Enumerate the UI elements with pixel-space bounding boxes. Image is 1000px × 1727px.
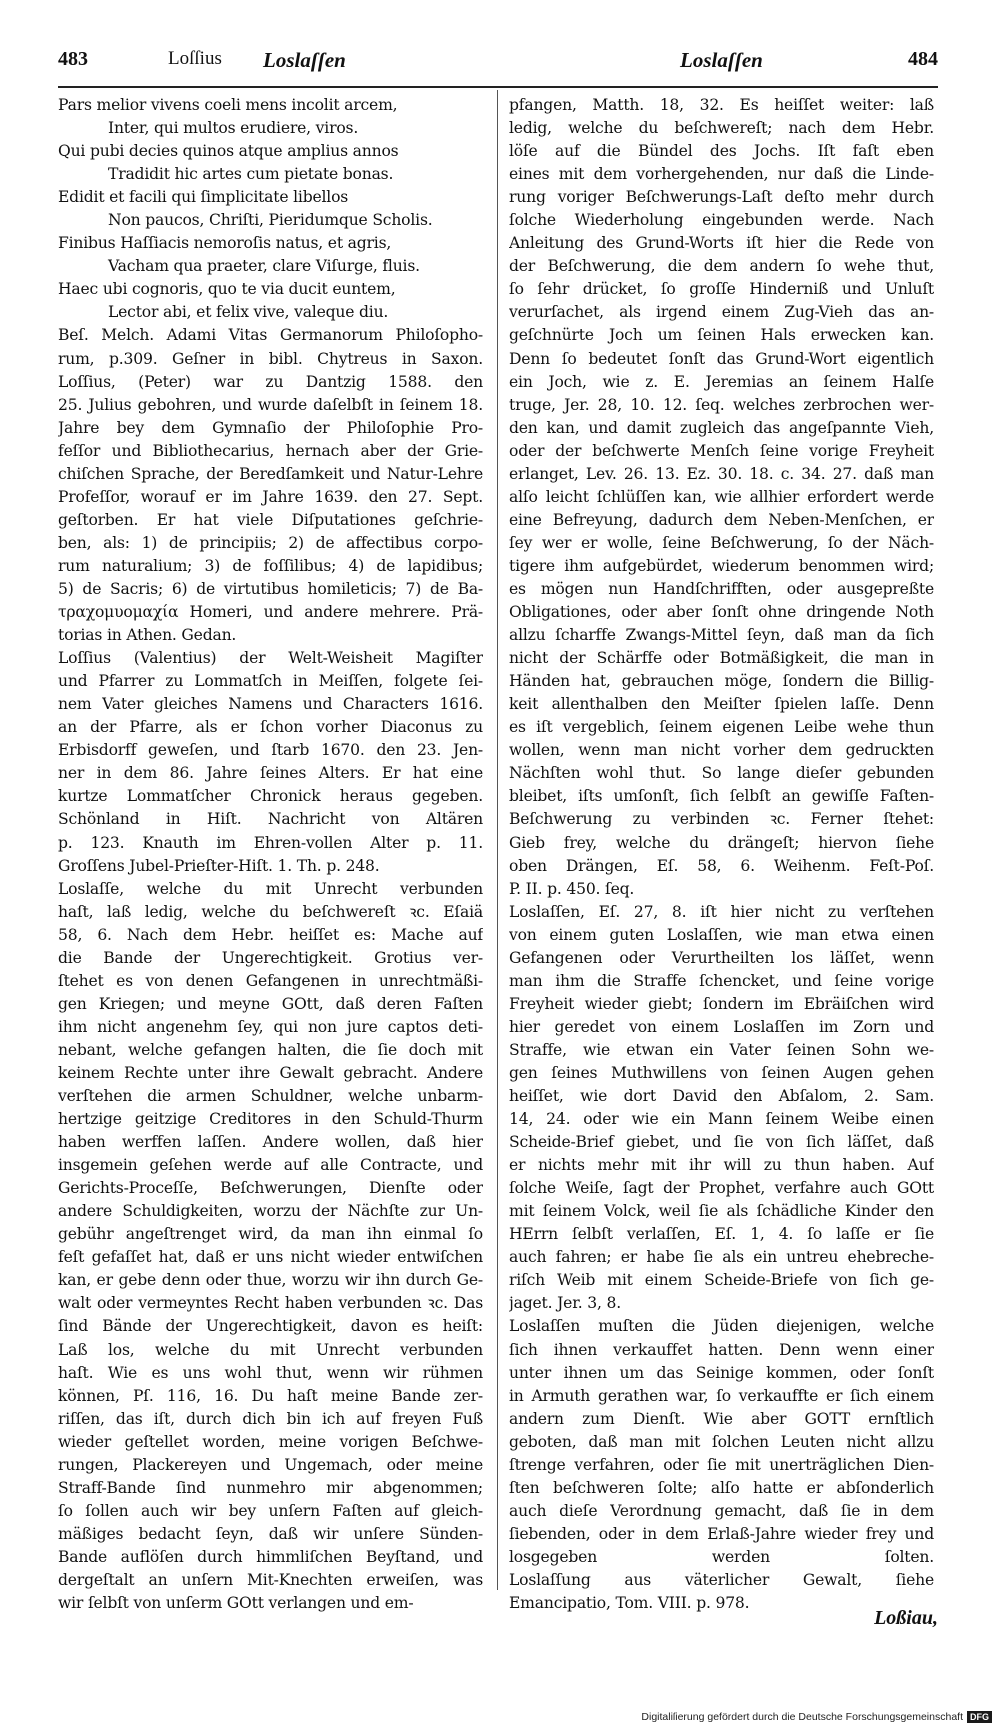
- text-line: τραχομυομαχία Homeri, und andere mehrere. Prä-: [58, 603, 483, 622]
- left-page-number: 483: [58, 48, 88, 70]
- right-page-number: 484: [908, 48, 938, 70]
- text-line: Non paucos, Chriſti, Pieridumque Scholis.: [108, 211, 433, 230]
- text-line: ſey wer er wolle, ſeine Beſchwerung, ſo der Näch-: [509, 533, 934, 552]
- text-line: die Bande der Ungerechtigkeit. Grotius ver-: [58, 948, 483, 967]
- text-line: 58, 6. Nach dem Hebr. heiſſet es: Mache auf: [58, 925, 483, 944]
- text-line: Loſſius, (Peter) war zu Dantzig 1588. den: [58, 372, 483, 391]
- text-line: Qui pubi decies quinos atque amplius annos: [58, 142, 399, 161]
- text-line: ſtehet es von denen Gefangenen in unrechtmäßi-: [58, 971, 483, 990]
- text-line: bleibet, iſts umſonſt, ſich ſelbſt an gewiſſe Faſten-: [509, 787, 934, 806]
- text-line: Beſchwerung zu verbinden ꝛc. Ferner ſtehet:: [509, 810, 934, 829]
- text-line: ledig, welche du beſchwereſt; nach dem Hebr.: [509, 119, 934, 138]
- text-line: tigere ihm aufgebürdet, wiederum benommen wird;: [509, 556, 934, 575]
- text-line: andere Schuldigkeiten, worzu der Nächſte zur Un-: [58, 1202, 483, 1221]
- text-line: Vacham qua praeter, clare Viſurge, fluis.: [108, 257, 420, 276]
- text-line: Pars melior vivens coeli mens incolit arcem,: [58, 96, 398, 114]
- text-line: Händen hat, gebrauchen möge, ſondern die Billig-: [509, 672, 934, 691]
- text-line: dergeſtalt an unſern Mit-Knechten erweiſen, was: [58, 1571, 483, 1589]
- text-line: es mögen nun Handſchrifften, oder ausgepreßte: [509, 579, 934, 598]
- text-line: ſtrenge verfahren, oder ſie mit unerträglichen Dien-: [509, 1455, 934, 1474]
- text-line: verſtehen die armen Schuldner, welche unbarm-: [58, 1087, 483, 1106]
- text-line: andern zum Dienſt. Wie aber GOTT ernſtlich: [509, 1409, 934, 1428]
- text-line: Loslaſſe, welche du mit Unrecht verbunden: [58, 879, 483, 898]
- text-line: rung voriger Beſchwerungs-Laſt deſto mehr durch: [509, 188, 934, 207]
- text-line: Loſſius (Valentius) der Welt-Weisheit Magiſter: [58, 649, 483, 668]
- text-line: riſch Weib mit einem Scheide-Briefe von ſich ge-: [509, 1271, 934, 1290]
- text-line: ſo ſollen auch wir bey unſern Faſten auf gleich-: [58, 1501, 483, 1520]
- text-line: 25. Julius gebohren, und wurde daſelbſt in ſeinem 18.: [58, 395, 483, 414]
- text-line: an der Pfarre, als er ſchon vorher Diaconus zu: [58, 718, 483, 737]
- right-headword: Loslaſſen: [680, 48, 763, 72]
- text-line: nem Vater gleiches Namens und Characters 1616.: [58, 695, 483, 714]
- text-line: Haec ubi cognoris, quo te via ducit euntem,: [58, 280, 396, 299]
- footer: [641, 1711, 992, 1723]
- text-line: Beſ. Melch. Adami Vitas Germanorum Philoſopho-: [58, 326, 483, 345]
- text-line: unter ihnen um das Seinige kommen, oder ſonſt: [509, 1363, 934, 1382]
- text-line: er nichts mehr mit ihr will zu thun haben. Auf: [509, 1156, 934, 1175]
- text-line: eines mit dem vorhergehenden, nur daß die Linde-: [509, 165, 934, 184]
- right-column: [509, 94, 934, 1615]
- text-line: oben Drängen, Eſ. 58, 6. Weihenm. Feſt-Poſ.: [509, 856, 934, 875]
- text-line: keit allenthalben den Meiſter ſpielen laſſe. Denn: [509, 695, 934, 714]
- text-line: Tradidit hic artes cum pietate bonas.: [108, 165, 394, 184]
- text-line: ben, als: 1) de principiis; 2) de affectibus corpo-: [58, 533, 483, 552]
- text-line: rum naturalium; 3) de foſſilibus; 4) de lapidibus;: [58, 556, 483, 575]
- text-line: Finibus Haſſiacis nemoroſis natus, et agris,: [58, 234, 392, 253]
- text-line: der Beſchwerung, die dem andern ſo wehe thut,: [509, 257, 934, 276]
- text-line: ner in dem 86. Jahre ſeines Alters. Er hat eine: [58, 764, 483, 783]
- text-line: ſolche Wiederholung eingebunden werde. Nach: [509, 211, 934, 230]
- text-line: mäßiges bedacht ſeyn, daß wir unſere Sünden-: [58, 1524, 483, 1543]
- text-line: Denn ſo bedeutet ſonſt das Grund-Wort eigentlich: [509, 349, 934, 368]
- text-line: geſtorben. Er hat viele Diſputationes geſchrie-: [58, 510, 483, 529]
- text-line: haſt. Wie es uns wohl thut, wenn wir rühmen: [58, 1363, 483, 1382]
- text-line: geſchnürte Joch um ſeinen Hals erwecken kan.: [509, 326, 934, 345]
- text-line: Inter, qui multos erudiere, viros.: [108, 119, 359, 138]
- left-column: [58, 94, 483, 1615]
- text-line: kurtze Lommatſcher Chronick heraus gegeben.: [58, 787, 483, 806]
- catchword: Loßiau,: [874, 1607, 938, 1629]
- text-line: p. 123. Knauth im Ehren-vollen Alter p. 11.: [58, 833, 483, 852]
- text-line: Profeſſor, worauf er im Jahre 1639. den 27. Sept.: [58, 487, 483, 506]
- text-line: können, Pſ. 116, 16. Du haſt meine Bande zer-: [58, 1386, 483, 1405]
- text-line: losgegeben werden ſolten.: [509, 1547, 934, 1566]
- text-line: Schönland in Hiſt. Nachricht von Altären: [58, 810, 483, 829]
- text-line: Nächſten wohl thut. So lange dieſer gebunden: [509, 764, 934, 783]
- text-line: Laß los, welche du mit Unrecht verbunden: [58, 1340, 483, 1359]
- text-line: auch fahren; er habe ſie als ein untreu ehebreche-: [509, 1248, 934, 1267]
- text-line: den kan, und damit zugleich das angeſpannte Vieh,: [509, 418, 934, 437]
- text-line: keinem Rechte unter ihre Gewalt gebracht. Andere: [58, 1063, 483, 1082]
- text-line: alſo leicht ſchlüſſen kan, wie allhier erfordert werde: [509, 487, 934, 506]
- column-divider: [497, 90, 498, 1590]
- text-line: Gerichts-Proceſſe, Beſchwerungen, Dienſte oder: [58, 1179, 483, 1198]
- text-line: gebühr angeſtrenget wird, da man ihn einmal ſo: [58, 1225, 483, 1244]
- text-line: wir ſelbſt von unſerm GOtt verlangen und em-: [58, 1594, 414, 1613]
- text-line: nicht der Schärffe oder Botmäßigkeit, die man in: [509, 649, 934, 668]
- text-line: ſo ſehr drücket, ſo groſſe Hinderniß und Unluſt: [509, 280, 934, 299]
- left-headword-2: Loslaſſen: [263, 48, 346, 72]
- text-line: eine Befreyung, dadurch dem Neben-Menſchen, er: [509, 510, 934, 529]
- text-line: haſt, laß ledig, welche du beſchwereſt ꝛc. Eſaiä: [58, 902, 483, 921]
- footer-credit: Digitaliſierung gefördert durch die Deutsche Forschungsgemeinschaft: [641, 1711, 963, 1723]
- text-line: Erbisdorff geweſen, und ſtarb 1670. den 23. Jen-: [58, 741, 483, 760]
- text-line: Gefangenen oder Verurtheilten los läſſet, wenn: [509, 948, 934, 967]
- left-headword-1: Loſſius: [168, 48, 222, 69]
- text-line: Loslaſſung aus väterlicher Gewalt, ſiehe: [509, 1571, 934, 1589]
- text-line: truge, Jer. 28, 10. 12. ſeq. welches zerbrochen wer-: [509, 395, 934, 414]
- text-line: walt oder vermeyntes Recht haben verbunden ꝛc. Das: [58, 1294, 483, 1313]
- text-line: ſolche Weiſe, ſagt der Prophet, verfahre auch GOtt: [509, 1179, 934, 1198]
- text-line: rum, p.309. Geſner in bibl. Chytreus in Saxon.: [58, 349, 483, 368]
- page-header: [58, 48, 938, 80]
- text-line: Anleitung des Grund-Worts iſt hier die Rede von: [509, 234, 934, 253]
- text-line: allzu ſcharffe Zwangs-Mittel ſeyn, daß man da ſich: [509, 626, 934, 645]
- text-line: kan, er gebe denn oder thue, worzu wir ihn durch Ge-: [58, 1271, 483, 1290]
- text-line: ſiebenden, oder in dem Erlaß-Jahre wieder frey und: [509, 1524, 934, 1543]
- text-line: verurſachet, als irgend einem Zug-Vieh das an-: [509, 303, 934, 322]
- text-line: 5) de Sacris; 6) de virtutibus homileticis; 7) de Ba-: [58, 579, 483, 598]
- header-rule: [58, 86, 938, 88]
- text-line: pfangen, Matth. 18, 32. Es heiſſet weiter: laß: [509, 96, 934, 114]
- text-line: Loslaſſen, Eſ. 27, 8. iſt hier nicht zu verſtehen: [509, 902, 934, 921]
- text-line: Loslaſſen muſten die Jüden diejenigen, welche: [509, 1317, 934, 1336]
- text-line: von einem guten Loslaſſen, wie man etwa einen: [509, 925, 934, 944]
- text-line: Straffe, wie etwan ein Vater ſeinen Sohn we-: [509, 1040, 934, 1059]
- text-line: hier geredet von einem Loslaſſen im Zorn und: [509, 1017, 934, 1036]
- text-line: ein Joch, wie z. E. Jeremias an ſeinem Halſe: [509, 372, 934, 391]
- text-line: heiſſet, wie dort David den Abſalom, 2. Sam.: [509, 1087, 934, 1106]
- text-line: jaget. Jer. 3, 8.: [509, 1294, 621, 1313]
- text-line: Gieb frey, welche du drängeſt; hiervon ſiehe: [509, 833, 934, 852]
- text-line: chiſchen Sprache, der Beredſamkeit und Natur-Lehre: [58, 464, 483, 483]
- text-line: Straff-Bande ſind nunmehro mir abgenommen;: [58, 1478, 483, 1497]
- text-line: Emancipatio, Tom. VIII. p. 978.: [509, 1594, 750, 1613]
- dfg-logo: DFG: [967, 1711, 992, 1723]
- text-line: mit ſeinem Volck, weil ſie als ſchädliche Kinder den: [509, 1202, 934, 1221]
- text-line: erlanget, Lev. 26. 13. Ez. 30. 18. c. 34. 27. daß man: [509, 464, 934, 483]
- text-line: Edidit et facili qui ſimplicitate libellos: [58, 188, 349, 207]
- text-line: torias in Athen. Gedan.: [58, 626, 237, 645]
- text-line: ſten beſchweren ſolte; alſo hatte er abſonderlich: [509, 1478, 934, 1497]
- text-line: hertzige geitzige Creditores in den Schuld-Thurm: [58, 1110, 483, 1129]
- text-line: man ihm die Straffe ſchencket, und ſeine vorige: [509, 971, 934, 990]
- text-line: Obligationes, oder aber ſonſt ohne dringende Noth: [509, 603, 934, 622]
- text-line: ſind Bände der Ungerechtigkeit, davon es heiſt:: [58, 1317, 483, 1336]
- text-line: Bande auflöſen durch himmliſchen Beyſtand, und: [58, 1547, 483, 1566]
- text-line: oder der beſchwerte Menſch ſeine vorige Freyheit: [509, 441, 934, 460]
- text-line: gen Kriegen; und meyne GOtt, daß deren Faſten: [58, 994, 483, 1013]
- text-line: Scheide-Brief giebet, und ſie von ſich läſſet, daß: [509, 1133, 934, 1152]
- text-line: in Armuth gerathen war, ſo verkauffte er ſich einem: [509, 1386, 934, 1405]
- text-line: Jahre bey dem Gymnaſio der Philoſophie Pro-: [58, 418, 483, 437]
- text-line: nebant, welche gefangen halten, die ſie doch mit: [58, 1040, 483, 1059]
- text-line: insgemein geſehen werde auf alle Contracte, und: [58, 1156, 483, 1175]
- text-line: feſt gefaſſet hat, daß er uns nicht wieder entwiſchen: [58, 1248, 483, 1267]
- text-line: P. II. p. 450. ſeq.: [509, 879, 635, 898]
- text-line: es iſt vergeblich, ſeinem eigenen Leibe wehe thun: [509, 718, 934, 737]
- text-line: ihm nicht angenehm ſey, qui non jure captos deti-: [58, 1017, 483, 1036]
- text-line: rungen, Plackereyen und Ungemach, oder meine: [58, 1455, 483, 1474]
- text-line: auch dieſe Verordnung gemacht, daß ſie in dem: [509, 1501, 934, 1520]
- text-line: Groſſens Jubel-Prieſter-Hiſt. 1. Th. p. 248.: [58, 856, 380, 875]
- text-line: Freyheit wieder giebt; ſondern im Ebräiſchen wird: [509, 994, 934, 1013]
- text-line: gen ſeines Muthwillens von ſeinen Augen gehen: [509, 1063, 934, 1082]
- text-line: geboten, daß man mit ſolchen Leuten nicht allzu: [509, 1432, 934, 1451]
- text-line: riſſen, das iſt, durch dich bin ich auf freyen Fuß: [58, 1409, 483, 1428]
- text-line: HErrn ſelbſt verlaſſen, Eſ. 1, 4. ſo laſſe er ſie: [509, 1225, 934, 1244]
- text-line: haben werffen laſſen. Andere wollen, daß hier: [58, 1133, 483, 1152]
- text-line: wollen, wenn man nicht vorher dem gedruckten: [509, 741, 934, 760]
- text-line: wieder geſtellet worden, meine vorigen Beſchwe-: [58, 1432, 483, 1451]
- text-line: Lector abi, et felix vive, valeque diu.: [108, 303, 389, 322]
- text-line: und Pfarrer zu Lommatſch in Meiſſen, folgete ſei-: [58, 672, 483, 691]
- text-line: 14, 24. oder wie ein Mann ſeinem Weibe einen: [509, 1110, 934, 1129]
- text-line: löſe auf die Bündel des Jochs. Iſt faſt eben: [509, 142, 934, 161]
- text-line: feſſor und Bibliothecarius, hernach aber der Grie-: [58, 441, 483, 460]
- text-line: ſich ihnen verkauffet hatten. Denn wenn einer: [509, 1340, 934, 1359]
